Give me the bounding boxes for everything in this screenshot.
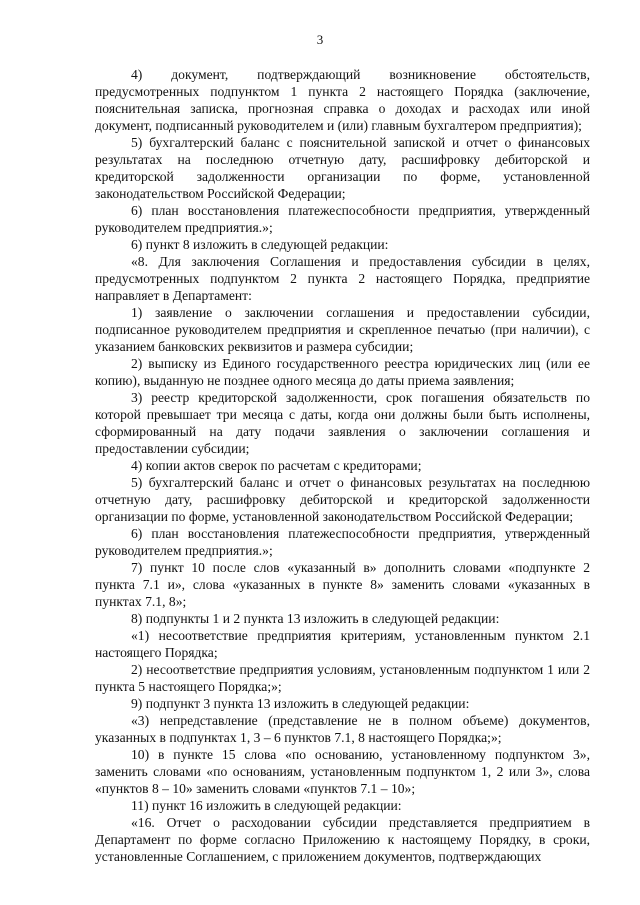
paragraph: «1) несоответствие предприятия критериям, установленным пунктом 2.1 настоящего Порядка; [95,628,590,660]
paragraph: 6) план восстановления платежеспособности предприятия, утвержденный руководителем предприятия.»; [95,526,590,558]
paragraph: 2) выписку из Единого государственного реестра юридических лиц (или ее копию), выданную не позднее одного месяца до даты приема заявления; [95,356,590,388]
paragraph: 6) пункт 8 изложить в следующей редакции: [131,237,389,252]
paragraph: «3) непредставление (представление не в полном объеме) документов, указанных в подпунктах 1, 3 – 6 пунктов 7.1, 8 настоящего Порядка;»; [95,713,590,745]
paragraph: 9) подпункт 3 пункта 13 изложить в следующей редакции: [131,696,470,711]
page-number: 3 [316,32,324,47]
document-body [95,66,590,865]
paragraph: 7) пункт 10 после слов «указанный в» дополнить словами «подпункте 2 пункта 7.1 и», слова «указанных в пункте 8» заменить словами «указанных в пунктах 7.1, 8»; [95,560,590,609]
paragraph: 5) бухгалтерский баланс и отчет о финансовых результатах на последнюю отчетную дату, расшифровку дебиторской и кредиторской задолженности организации по форме, установленной законодательством Российской Федерации; [95,475,590,524]
paragraph: 11) пункт 16 изложить в следующей редакции: [131,798,402,813]
paragraph: «16. Отчет о расходовании субсидии представляется предприятием в Департамент по форме согласно Приложению к настоящему Порядку, в сроки, установленные Соглашением, с приложением документов, подтверждающих [95,815,590,864]
paragraph: 4) копии актов сверок по расчетам с кредиторами; [131,458,422,473]
paragraph: 5) бухгалтерский баланс с пояснительной запиской и отчет о финансовых результатах на последнюю отчетную дату, расшифровку дебиторской и кредиторской задолженности организации по форме, установленной законодательством Российской Федерации; [95,135,590,201]
paragraph: 4) документ, подтверждающий возникновение обстоятельств, предусмотренных подпунктом 1 пункта 2 настоящего Порядка (заключение, пояснительная записка, прогнозная справка о доходах и расходах или иной документ, подписанный руководителем и (или) главным бухгалтером предприятия); [95,67,590,133]
paragraph: 8) подпункты 1 и 2 пункта 13 изложить в следующей редакции: [131,611,500,626]
paragraph: 3) реестр кредиторской задолженности, срок погашения обязательств по которой превышает три месяца с даты, когда они должны были быть исполнены, сформированный на дату подачи заявления о заключении соглашения и предоставлении субсидии; [95,390,590,456]
paragraph: 6) план восстановления платежеспособности предприятия, утвержденный руководителем предприятия.»; [95,203,590,235]
paragraph: 1) заявление о заключении соглашения и предоставлении субсидии, подписанное руководителем предприятия и скрепленное печатью (при наличии), с указанием банковских реквизитов и размера субсидии; [95,305,590,354]
paragraph: «8. Для заключения Соглашения и предоставления субсидии в целях, предусмотренных подпунктом 2 пункта 2 настоящего Порядка, предприятие направляет в Департамент: [95,254,590,303]
paragraph: 10) в пункте 15 слова «по основанию, установленному подпунктом 3», заменить словами «по основаниям, установленным подпунктом 1, 2 или 3», слова «пунктов 8 – 10» заменить словами «пунктов 7.1 – 10»; [95,747,590,796]
paragraph: 2) несоответствие предприятия условиям, установленным подпунктом 1 или 2 пункта 5 настоящего Порядка;»; [95,662,590,694]
